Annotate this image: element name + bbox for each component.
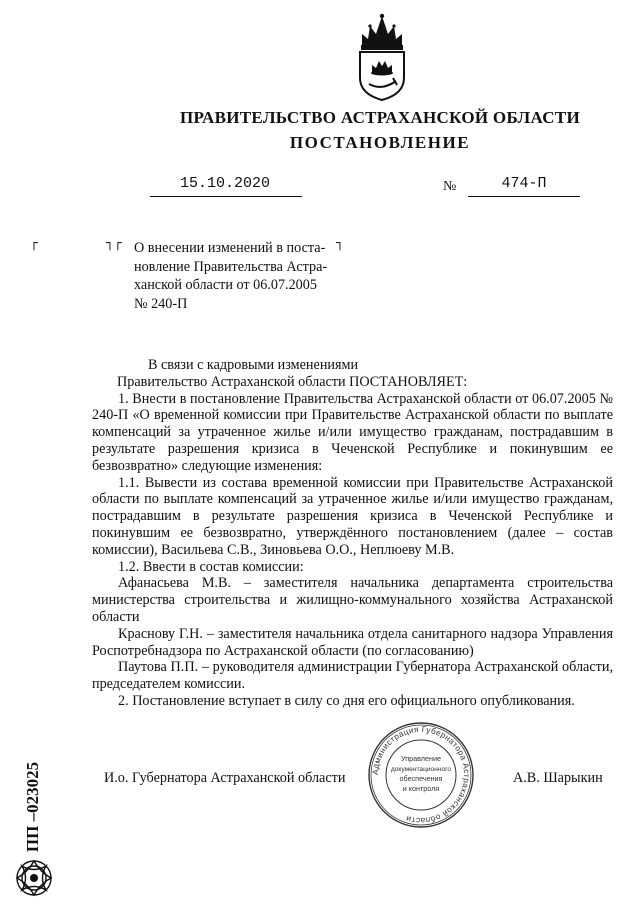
document-body: [92, 357, 613, 710]
document-subject: [134, 239, 344, 313]
subject-line: № 240-П: [134, 295, 188, 312]
left-corner-bracket-icon: ┌: [30, 236, 38, 251]
form-code: ПП –023025: [23, 761, 42, 853]
stamp-ring-text: Администрация Губернатора Астраханской области: [370, 724, 472, 826]
security-ornament-icon: [14, 858, 54, 898]
form-code-label: [15, 752, 51, 862]
subject-line: О внесении изменений в поста-: [134, 240, 326, 256]
subject-bracket-open-icon: ┐┌: [106, 236, 122, 251]
document-type: ПОСТАНОВЛЕНИЕ: [289, 133, 471, 152]
stamp-center-line: и контроля: [402, 784, 440, 793]
government-title: ПРАВИТЕЛЬСТВО АСТРАХАНСКОЙ ОБЛАСТИ: [180, 108, 580, 127]
paragraph-2: 2. Постановление вступает в силу со дня его официального опубликования.: [118, 692, 575, 709]
stamp-center-line: Управление: [401, 754, 441, 763]
signatory-position: И.о. Губернатора Астраханской области: [104, 770, 346, 786]
coat-of-arms-icon: [352, 12, 412, 102]
subject-line: новление Правительства Астра-: [134, 258, 328, 275]
number-sign: №: [443, 179, 457, 194]
document-date: 15.10.2020: [179, 175, 270, 192]
official-stamp-icon: [366, 720, 476, 830]
paragraph-1: 1. Внести в постановление Правительства Астраханской области от 06.07.2005 № 240-П «О временной комиссии при Правительстве Астраханской области по выплате компенсаций за утраченное жилье и/или имущество гражданам, пострадавшим в результате разрешения кризиса в Чеченской Республике и покинувшим ее безвозвратно» следующие изменения:: [92, 390, 613, 474]
intro-line-1: В связи с кадровыми изменениями: [148, 357, 359, 373]
member-2: Краснову Г.Н. – заместителя начальника отдела санитарного надзора Управления Роспотребнадзора по Астраханской области (по согласованию): [92, 625, 613, 659]
member-1: Афанасьева М.В. – заместителя начальника департамента строительства министерства строительства и жилищно-коммунального хозяйства Астраханской области: [92, 575, 613, 625]
paragraph-1-1: 1.1. Вывести из состава временной комиссии при Правительстве Астраханской области по выплате компенсаций за утраченное жилье и/или имущество гражданам, пострадавшим в результате разрешения кризиса в Чеченской Республике и покинувшим ее безвозвратно, утверждённого постановлением (далее – состав комиссии), Васильева С.В., Зиновьева О.О., Неплюеву М.В.: [92, 474, 613, 558]
stamp-center-line: обеспечения: [399, 774, 443, 783]
document-number: 474-П: [501, 175, 547, 192]
member-3: Паутова П.П. – руководителя администрации Губернатора Астраханской области, председателем комиссии.: [92, 659, 613, 693]
signatory-name: А.В. Шарыкин: [513, 770, 603, 786]
intro-line-2: Правительство Астраханской области ПОСТАНОВЛЯЕТ:: [117, 373, 468, 390]
subject-bracket-close-icon: ┐: [336, 236, 344, 251]
paragraph-1-2: 1.2. Ввести в состав комиссии:: [118, 558, 304, 575]
stamp-center-line: документационного: [390, 766, 452, 773]
subject-line: ханской области от 06.07.2005: [134, 277, 317, 294]
